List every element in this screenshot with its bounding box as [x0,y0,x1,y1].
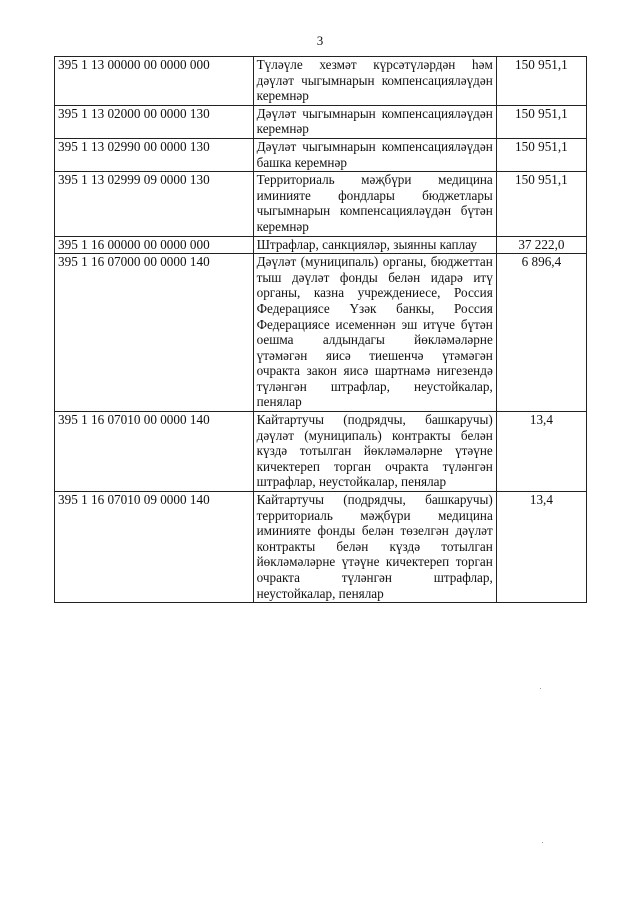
description-cell: Дәүләт чыгымнарын компенсацияләүдән керемнәр [253,105,496,138]
amount-cell: 150 951,1 [496,172,586,236]
amount-cell: 13,4 [496,412,586,492]
table-row [55,236,587,254]
amount-cell: 13,4 [496,492,586,603]
description-cell: Түләүле хезмәт күрсәтүләрдән һәм дәүләт чыгымнарын компенсацияләүдән керемнәр [253,57,496,106]
amount-cell: 150 951,1 [496,138,586,171]
scan-speck [540,688,541,689]
table-row [55,172,587,236]
budget-code-cell: 395 1 16 07000 00 0000 140 [55,254,254,412]
description-cell: Дәүләт (муниципаль) органы, бюджеттан тыш дәүләт фонды белән идарә итү органы, казна учреждениесе, Россия Федерациясе Үзәк банкы, Россия Федерациясе исеменнән эш итүче бүтән оешма алдындагы йөкләмәләрне үтәмәгән яисә тиешенчә үтәмәгән очракта закон яисә шартнамә нигезендә түләнгән штрафлар, неустойкалар, пенялар [253,254,496,412]
budget-code-cell: 395 1 13 02990 00 0000 130 [55,138,254,171]
budget-code-cell: 395 1 16 00000 00 0000 000 [55,236,254,254]
budget-code-cell: 395 1 13 00000 00 0000 000 [55,57,254,106]
table-row [55,138,587,171]
budget-code-cell: 395 1 16 07010 09 0000 140 [55,492,254,603]
amount-cell: 150 951,1 [496,105,586,138]
amount-cell: 150 951,1 [496,57,586,106]
budget-code-cell: 395 1 13 02999 09 0000 130 [55,172,254,236]
scan-speck [542,842,543,843]
table-row [55,254,587,412]
table-row [55,57,587,106]
budget-revenue-table [54,56,587,603]
budget-code-cell: 395 1 16 07010 00 0000 140 [55,412,254,492]
description-cell: Территориаль мәҗбүри медицина иминияте фондлары бюджетлары чыгымнарын компенсацияләүдән бүтән керемнәр [253,172,496,236]
description-cell: Кайтартучы (подрядчы, башкаручы) территориаль мәҗбүри медицина иминияте фонды белән төзелгән дәүләт контракты белән күздә тотылган йөкләмәләрне үтәүне кичектереп торган очракта түләнгән штрафлар, неустойкалар, пенялар [253,492,496,603]
page-number: 3 [316,33,324,48]
description-cell: Штрафлар, санкцияләр, зыянны каплау [253,236,496,254]
table-row [55,105,587,138]
description-cell: Дәүләт чыгымнарын компенсацияләүдән башка керемнәр [253,138,496,171]
amount-cell: 37 222,0 [496,236,586,254]
description-cell: Кайтартучы (подрядчы, башкаручы) дәүләт (муниципаль) контракты белән күздә тотылган йөкләмәләрне үтәүне кичектереп торган очракта түләнгән штрафлар, неустойкалар, пенялар [253,412,496,492]
table-row [55,412,587,492]
amount-cell: 6 896,4 [496,254,586,412]
table-row [55,492,587,603]
budget-code-cell: 395 1 13 02000 00 0000 130 [55,105,254,138]
